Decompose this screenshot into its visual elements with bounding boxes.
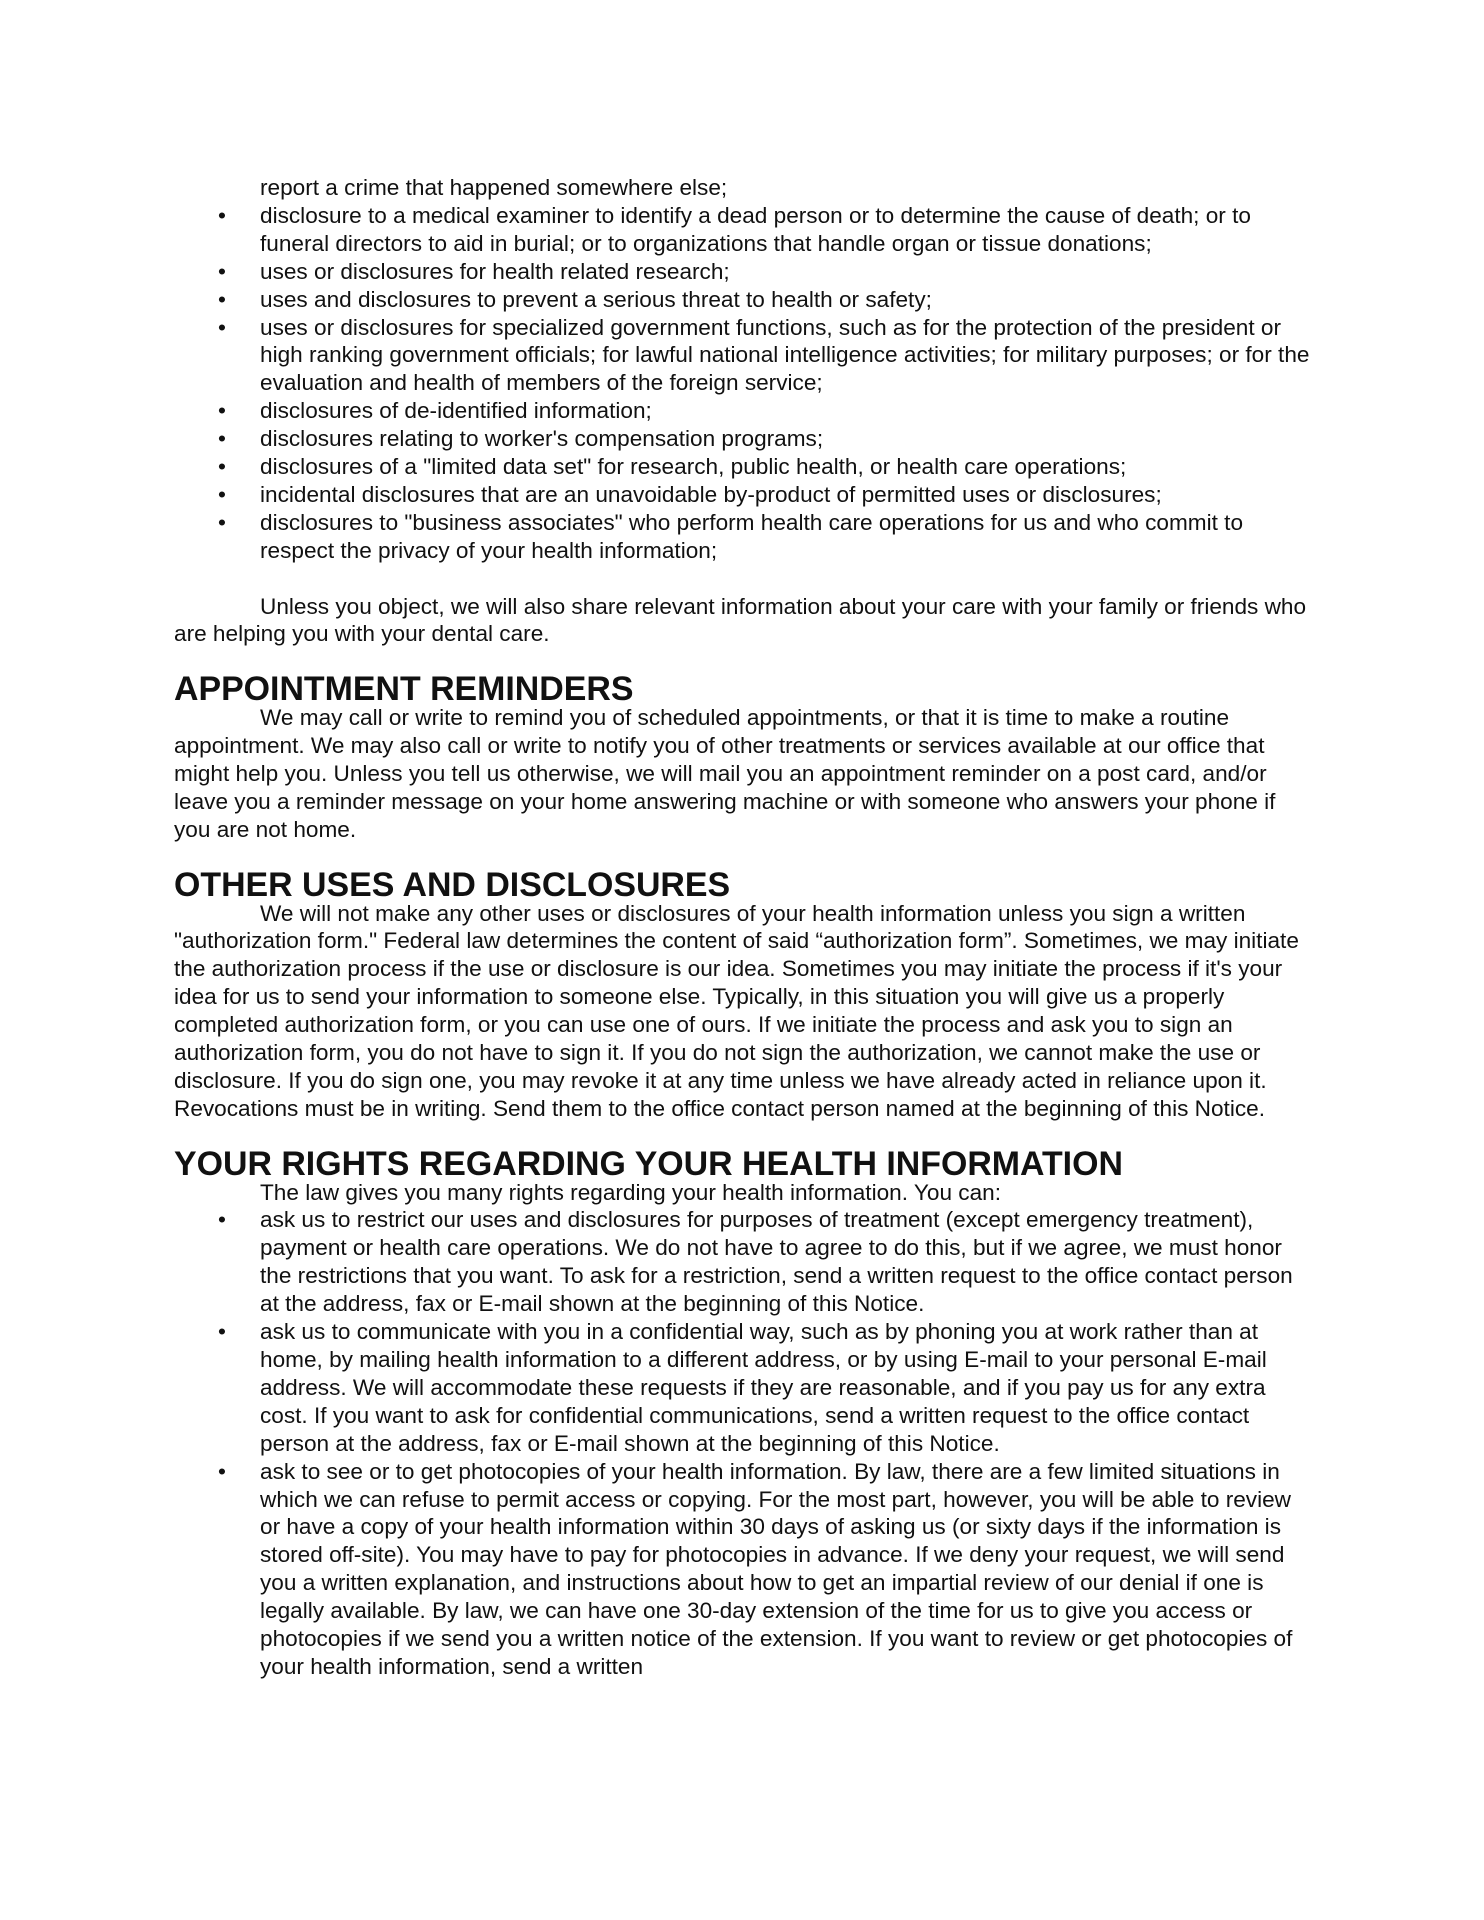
family-sharing-paragraph: Unless you object, we will also share relevant information about your care with your family or friends who are helping you with your dental care. [174,593,1307,647]
list-item [174,286,1312,314]
appointment-reminders-paragraph: We may call or write to remind you of scheduled appointments, or that it is time to make a routine appointment. We may also call or write to notify you of other treatments or services available at our office that might help you. Unless you tell us otherwise, we will mail you an appointment reminder on a post card, and/or leave you a reminder message on your home answering machine or with someone who answers your phone if you are not home. [174,705,1276,842]
bullet-icon: • [218,426,226,452]
list-item-text: disclosures to "business associates" who perform health care operations for us and who commit to respect the privacy of your health information; [260,509,1244,563]
list-item [174,481,1312,509]
bullet-icon: • [218,1458,226,1484]
bullet-icon: • [218,509,226,535]
list-item-text: uses or disclosures for health related research; [260,258,730,284]
list-item [174,1206,1312,1318]
rights-intro: The law gives you many rights regarding your health information. You can: [260,1179,1001,1205]
bullet-icon: • [218,314,226,340]
bullet-icon: • [218,398,226,424]
list-item-text: uses or disclosures for specialized government functions, such as for the protection of the president or high ranking government officials; for lawful national intelligence activities; for military purposes; or for the evaluation and health of members of the foreign service; [260,314,1310,396]
list-item-text: disclosures of a "limited data set" for research, public health, or health care operations; [260,454,1127,480]
list-item [174,397,1312,425]
other-uses-paragraph: We will not make any other uses or disclosures of your health information unless you sign a written "authorization form." Federal law determines the content of said “authorization form”. Sometimes, we may initiate the authorization process if the use or disclosure is our idea. Sometimes you may initiate the process if it's your idea for us to send your information to someone else. Typically, in this situation you will give us a properly completed authorization form, or you can use one of ours. If we initiate the process and ask you to sign an authorization form, you do not have to sign it. If you do not sign the authorization, we cannot make the use or disclosure. If you do sign one, you may revoke it at any time unless we have already acted in reliance upon it. Revocations must be in writing. Send them to the office contact person named at the beginning of this Notice. [174,900,1299,1121]
bullet-icon: • [218,286,226,312]
bullet-icon: • [218,258,226,284]
list-item-text: disclosures relating to worker's compensation programs; [260,426,824,452]
list-item [174,425,1312,453]
bullet-icon: • [218,202,226,228]
list-item [174,202,1312,258]
list-item [174,314,1312,398]
section-heading-your-rights: YOUR RIGHTS REGARDING YOUR HEALTH INFORMATION [174,1144,1123,1183]
bullet-icon: • [218,1207,226,1233]
list-item [174,1458,1312,1681]
list-item-text: uses and disclosures to prevent a serious threat to health or safety; [260,286,932,312]
list-item-text: disclosure to a medical examiner to identify a dead person or to determine the cause of death; or to funeral directors to aid in burial; or to organizations that handle organ or tissue donations; [260,202,1251,256]
disclosure-list [174,202,1312,565]
document-body [174,174,1312,1681]
list-item [174,509,1312,565]
paragraph-spacer [174,565,1312,593]
list-item-text: ask to see or to get photocopies of your health information. By law, there are a few limited situations in which we can refuse to permit access or copying. For the most part, however, you will be able to review or have a copy of your health information within 30 days of asking us (or sixty days if the information is stored off-site). You may have to pay for photocopies in advance. If we deny your request, we will send you a written explanation, and instructions about how to get an impartial review of our denial if one is legally available. By law, we can have one 30-day extension of the time for us to give you access or photocopies if we send you a written notice of the extension. If you want to review or get photocopies of your health information, send a written [260,1458,1293,1679]
bullet-icon: • [218,481,226,507]
list-item [174,258,1312,286]
list-item-text: ask us to communicate with you in a confidential way, such as by phoning you at work rather than at home, by mailing health information to a different address, or by using E-mail to your personal E-mail address. We will accommodate these requests if they are reasonable, and if you pay us for any extra cost. If you want to ask for confidential communications, send a written request to the office contact person at the address, fax or E-mail shown at the beginning of this Notice. [260,1319,1267,1456]
list-item [174,1318,1312,1458]
rights-list [174,1206,1312,1680]
list-item-text: disclosures of de-identified information; [260,398,652,424]
list-item [174,453,1312,481]
list-item-text: ask us to restrict our uses and disclosures for purposes of treatment (except emergency treatment), payment or health care operations. We do not have to agree to do this, but if we agree, we must honor the restrictions that you want. To ask for a restriction, send a written request to the office contact person at the address, fax or E-mail shown at the beginning of this Notice. [260,1207,1293,1317]
bullet-icon: • [218,1319,226,1345]
section-heading-appointment-reminders: APPOINTMENT REMINDERS [174,670,634,709]
continued-list-item: report a crime that happened somewhere else; [260,175,728,200]
bullet-icon: • [218,454,226,480]
list-item-text: incidental disclosures that are an unavoidable by-product of permitted uses or disclosures; [260,481,1162,507]
section-heading-other-uses: OTHER USES AND DISCLOSURES [174,865,731,904]
